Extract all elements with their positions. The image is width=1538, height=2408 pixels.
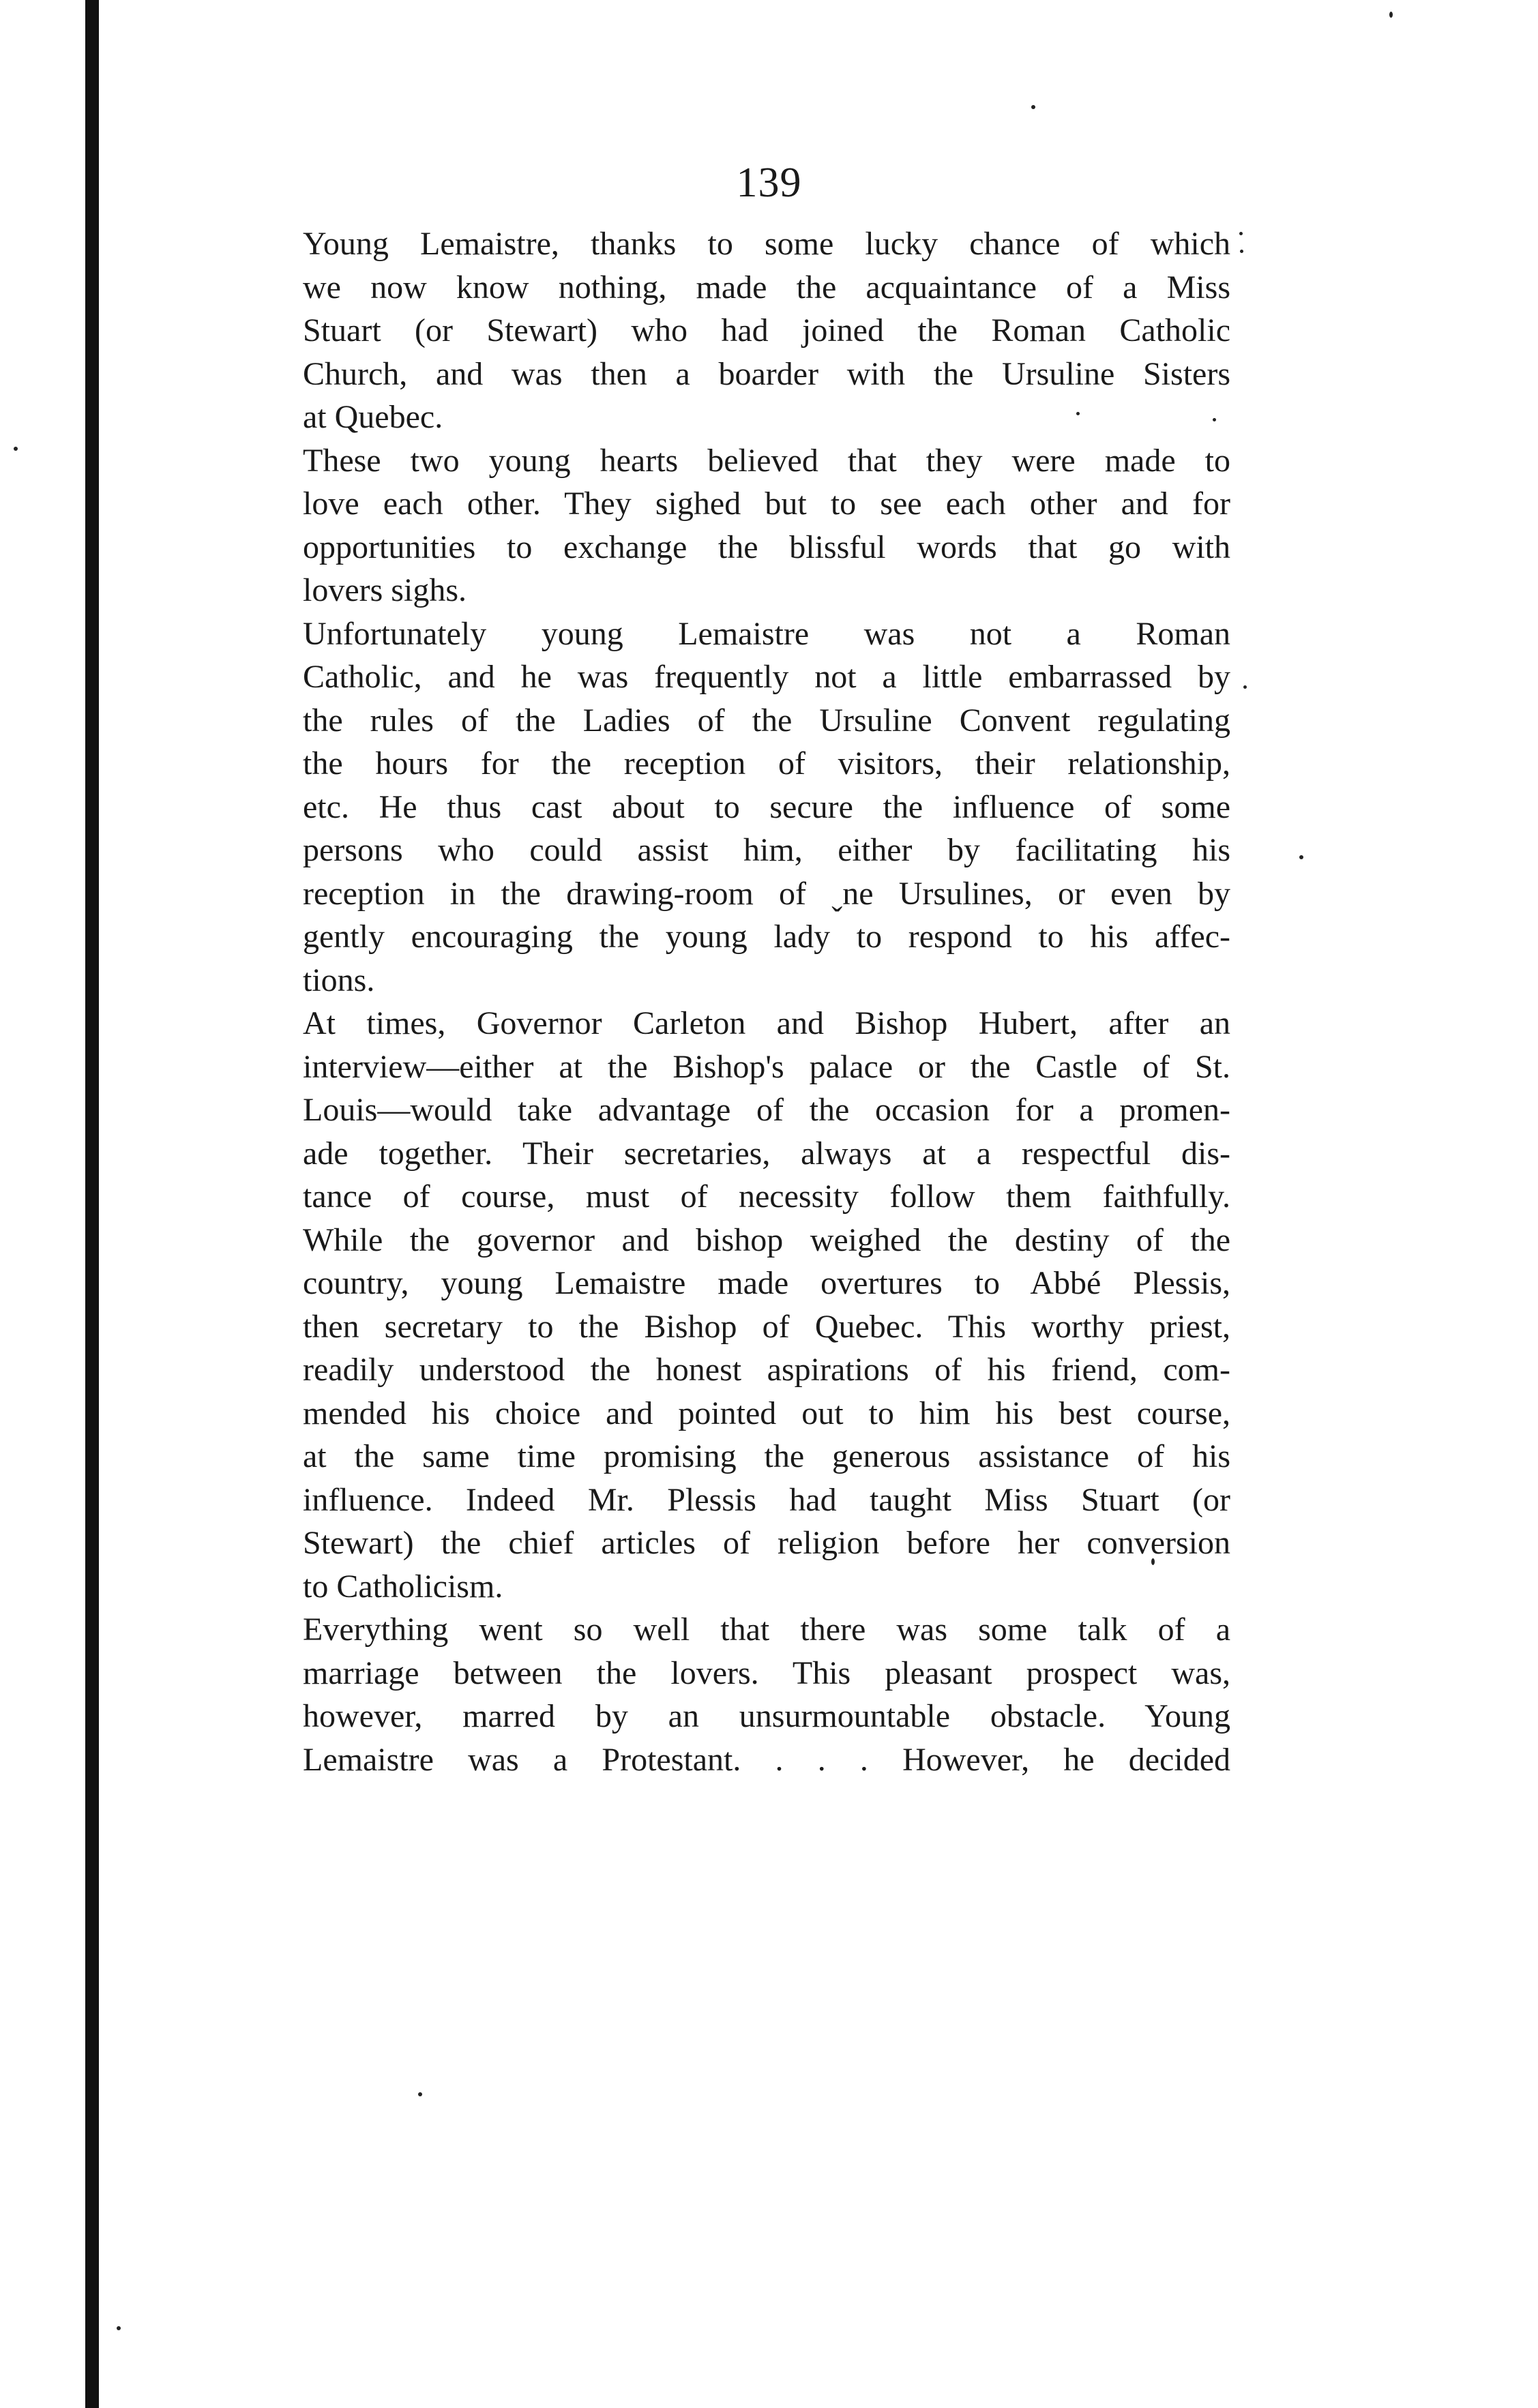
text-line: country, young Lemaistre made overtures to Abbé Plessis, xyxy=(303,1265,1230,1301)
text-line: then secretary to the Bishop of Quebec. This worthy priest, xyxy=(303,1308,1230,1345)
speck xyxy=(1031,105,1035,109)
speck xyxy=(1240,250,1243,253)
text-line: ade together. Their secretaries, always at a respectful dis- xyxy=(303,1135,1230,1172)
text-line: influence. Indeed Mr. Plessis had taught Miss Stuart (or xyxy=(303,1481,1230,1518)
text-line: reception in the drawing-room of ˬne Ursulines, or even by xyxy=(303,875,1230,912)
speck xyxy=(1239,232,1243,235)
text-line: however, marred by an unsurmountable obstacle. Young xyxy=(303,1698,1230,1734)
text-line: mended his choice and pointed out to him his best course, xyxy=(303,1395,1230,1431)
text-line: Stuart (or Stewart) who had joined the Roman Catholic xyxy=(303,312,1230,348)
text-line: to Catholicism. xyxy=(303,1568,503,1605)
page-number: 139 xyxy=(736,160,802,206)
paragraph xyxy=(303,1002,1230,1608)
text-line: at Quebec. xyxy=(303,399,443,435)
speck xyxy=(1299,855,1303,859)
speck xyxy=(418,2092,422,2096)
text-line: These two young hearts believed that they were made to xyxy=(303,442,1230,479)
text-line: At times, Governor Carleton and Bishop Hubert, after an xyxy=(303,1005,1230,1041)
text-line: readily understood the honest aspirations of his friend, com- xyxy=(303,1352,1230,1388)
text-line: gently encouraging the young lady to respond to his affec- xyxy=(303,919,1230,955)
paragraph xyxy=(303,612,1230,1002)
text-line: Unfortunately young Lemaistre was not a Roman xyxy=(303,615,1230,652)
text-line: lovers sighs. xyxy=(303,572,467,608)
paragraph xyxy=(303,222,1230,439)
text-line: tance of course, must of necessity follow them faithfully. xyxy=(303,1178,1230,1215)
text-line: etc. He thus cast about to secure the influence of some xyxy=(303,788,1230,825)
text-line: Young Lemaistre, thanks to some lucky chance of which xyxy=(303,226,1230,262)
text-line: we now know nothing, made the acquaintance of a Miss xyxy=(303,269,1230,306)
speck xyxy=(14,447,18,451)
text-line: tions. xyxy=(303,962,375,998)
text-line: persons who could assist him, either by facilitating his xyxy=(303,832,1230,868)
text-line: interview—either at the Bishop's palace or the Castle of St. xyxy=(303,1048,1230,1085)
paragraph xyxy=(303,1608,1230,1781)
text-line: Lemaistre was a Protestant. . . . However, he decided xyxy=(303,1741,1230,1778)
text-line: While the governor and bishop weighed the destiny of the xyxy=(303,1221,1230,1258)
text-line: Louis—would take advantage of the occasion for a promen- xyxy=(303,1092,1230,1128)
body-text xyxy=(303,222,1230,1781)
speck xyxy=(117,2326,121,2330)
speck xyxy=(1243,685,1247,689)
text-line: Catholic, and he was frequently not a little embarrassed by xyxy=(303,659,1230,695)
text-line: Everything went so well that there was some talk of a xyxy=(303,1611,1230,1648)
text-line: Church, and was then a boarder with the Ursuline Sisters xyxy=(303,355,1230,392)
text-line: the rules of the Ladies of the Ursuline Convent regulating xyxy=(303,702,1230,739)
text-line: opportunities to exchange the blissful words that go with xyxy=(303,529,1230,565)
speck xyxy=(1389,12,1393,18)
text-line: love each other. They sighed but to see each other and for xyxy=(303,486,1230,522)
text-line: Stewart) the chief articles of religion before her conversion xyxy=(303,1525,1230,1561)
text-line: marriage between the lovers. This pleasant prospect was, xyxy=(303,1654,1230,1691)
page-binding-edge xyxy=(85,0,99,2408)
paragraph xyxy=(303,439,1230,612)
text-line: at the same time promising the generous assistance of his xyxy=(303,1438,1230,1474)
text-line: the hours for the reception of visitors, their relationship, xyxy=(303,745,1230,782)
